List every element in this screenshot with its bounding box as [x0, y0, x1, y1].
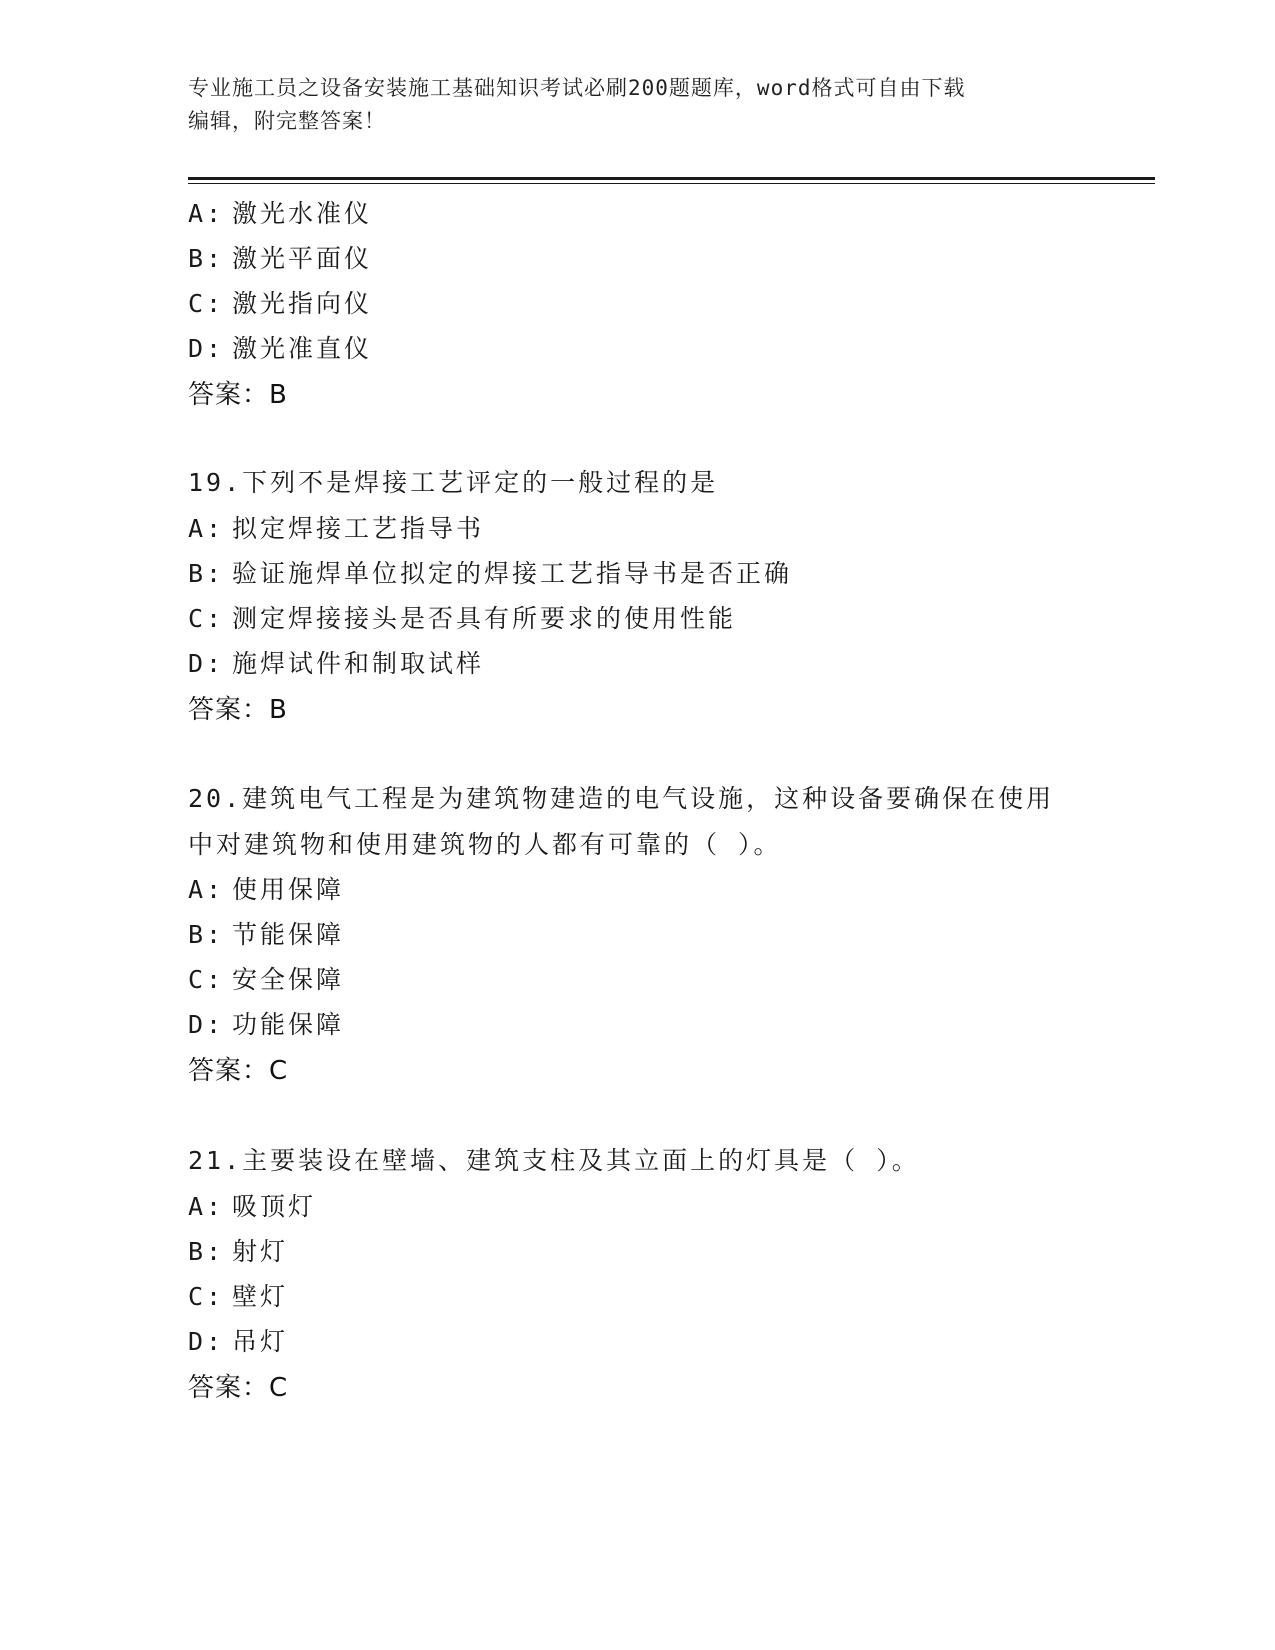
- option-text: 使用保障: [232, 875, 345, 904]
- option-text: 验证施焊单位拟定的焊接工艺指导书是否正确: [232, 559, 793, 588]
- option-letter: C:: [188, 289, 225, 318]
- option-text: 激光指向仪: [232, 289, 373, 318]
- q20-option-a: [188, 870, 344, 906]
- q18-answer: 答案：B: [188, 380, 288, 410]
- q21-option-d: [188, 1322, 288, 1358]
- option-letter: B:: [188, 559, 225, 588]
- option-text: 节能保障: [232, 920, 345, 949]
- header-divider-thick: [188, 177, 1155, 180]
- q19-option-d: [188, 644, 484, 680]
- option-text: 施焊试件和制取试样: [232, 649, 485, 678]
- q19-option-b: [188, 554, 792, 590]
- q20-stem-line-2: 中对建筑物和使用建筑物的人都有可靠的（ ）。: [188, 830, 782, 859]
- option-letter: D:: [188, 1327, 225, 1356]
- option-text: 拟定焊接工艺指导书: [232, 514, 485, 543]
- option-letter: B:: [188, 244, 225, 273]
- header-line-2: 编辑，附完整答案！: [188, 109, 386, 133]
- q19-stem: 19.下列不是焊接工艺评定的一般过程的是: [188, 468, 719, 497]
- q21-answer: 答案：C: [188, 1373, 289, 1403]
- option-letter: D:: [188, 334, 225, 363]
- q18-option-d: [188, 329, 372, 365]
- q20-option-b: [188, 915, 344, 951]
- option-letter: B:: [188, 1237, 225, 1266]
- header-line-1: 专业施工员之设备安装施工基础知识考试必刷200题题库，word格式可自由下载: [188, 76, 966, 100]
- option-letter: C:: [188, 1282, 225, 1311]
- q19-option-a: [188, 509, 484, 545]
- q18-option-c: [188, 284, 372, 320]
- option-text: 吸顶灯: [232, 1192, 317, 1221]
- q20-option-c: [188, 960, 344, 996]
- option-text: 壁灯: [232, 1282, 289, 1311]
- option-text: 安全保障: [232, 965, 345, 994]
- q21-option-b: [188, 1232, 288, 1268]
- option-text: 激光水准仪: [232, 199, 373, 228]
- option-letter: D:: [188, 649, 225, 678]
- header-divider-thin: [188, 183, 1155, 184]
- option-text: 激光准直仪: [232, 334, 373, 363]
- option-letter: C:: [188, 965, 225, 994]
- q21-stem: 21.主要装设在壁墙、建筑支柱及其立面上的灯具是（ ）。: [188, 1146, 920, 1175]
- q21-option-c: [188, 1277, 288, 1313]
- option-letter: B:: [188, 920, 225, 949]
- option-letter: A:: [188, 514, 225, 543]
- document-header: [188, 72, 1088, 138]
- option-letter: A:: [188, 875, 225, 904]
- option-text: 吊灯: [232, 1327, 289, 1356]
- q19-option-c: [188, 599, 736, 635]
- option-letter: A:: [188, 1192, 225, 1221]
- option-letter: D:: [188, 1010, 225, 1039]
- option-text: 射灯: [232, 1237, 289, 1266]
- option-text: 激光平面仪: [232, 244, 373, 273]
- q20-option-d: [188, 1005, 344, 1041]
- option-text: 功能保障: [232, 1010, 345, 1039]
- option-letter: A:: [188, 199, 225, 228]
- option-text: 测定焊接接头是否具有所要求的使用性能: [232, 604, 737, 633]
- q20-answer: 答案：C: [188, 1056, 289, 1086]
- q21-option-a: [188, 1187, 316, 1223]
- q19-answer: 答案：B: [188, 695, 288, 725]
- q20-stem-line-1: 20.建筑电气工程是为建筑物建造的电气设施，这种设备要确保在使用: [188, 784, 1055, 813]
- q18-option-a: [188, 194, 372, 230]
- q18-option-b: [188, 239, 372, 275]
- option-letter: C:: [188, 604, 225, 633]
